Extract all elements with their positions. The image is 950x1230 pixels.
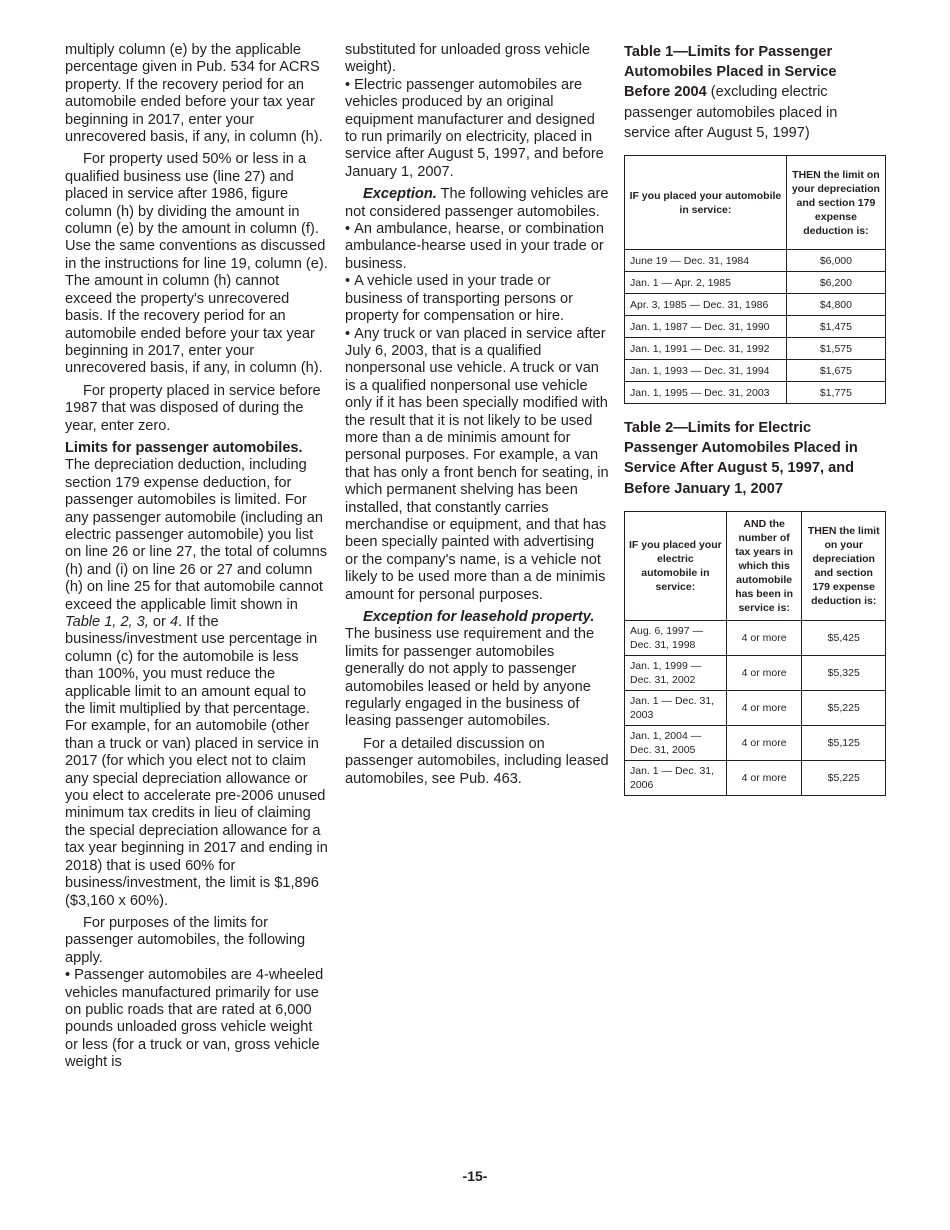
paragraph: For purposes of the limits for passenger automobiles, the following apply.	[65, 914, 306, 966]
period-cell: Jan. 1, 1991 — Dec. 31, 1992	[625, 338, 787, 360]
period-cell: Jan. 1 — Dec. 31, 2006	[625, 760, 727, 795]
period-cell: Jan. 1, 1987 — Dec. 31, 1990	[625, 316, 787, 338]
table-row	[625, 760, 886, 795]
bullet-item: • An ambulance, hearse, or combination ambulance-hearse used in your trade or business.	[345, 221, 609, 273]
page-number: -15-	[462, 1168, 488, 1184]
table-row	[625, 294, 886, 316]
table-row	[625, 316, 886, 338]
text-run: or	[148, 614, 170, 630]
period-cell: Jan. 1, 2004 — Dec. 31, 2005	[625, 725, 727, 760]
table-row	[625, 360, 886, 382]
table1-title: Table 1—Limits for Passenger Automobiles Placed in Service Before 2004	[624, 44, 837, 101]
bullet-item: • A vehicle used in your trade or business of transporting persons or property for compensation or hire.	[345, 273, 609, 325]
leasehold-paragraph	[345, 609, 609, 731]
paragraph: For a detailed discussion on passenger automobiles, including leased automobiles, see Pub. 463.	[345, 735, 609, 787]
table2	[624, 511, 886, 796]
paragraph: For property used 50% or less in a qualified business use (line 27) and placed in service after 1986, figure column (h) by dividing the amount in column (e) by the amount in column (f). Use the same conventions as discussed in the instructions for line 19, column (e). The amount in column (h) cannot exceed the property's unrecovered basis. If the recovery period for an automobile ended before your tax year beginning in 2017, enter your unrecovered basis, if any, in column (h).	[65, 151, 328, 377]
table-row	[625, 620, 886, 655]
limit-cell: $5,125	[802, 725, 886, 760]
limit-cell: $5,225	[802, 690, 886, 725]
paragraph: substituted for unloaded gross vehicle weight).	[345, 42, 591, 76]
column-header: THEN the limit on your depreciation and section 179 expense deduction is:	[802, 511, 886, 620]
limit-cell: $1,675	[786, 360, 885, 382]
text-run: The business use requirement and the limits for passenger automobiles generally do not apply to passenger automobiles leased or held by anyone regularly engaged in the business of leasing passenger automobiles.	[345, 626, 595, 730]
limit-cell: $5,425	[802, 620, 886, 655]
text-run: The following vehicles are not considered passenger automobiles.	[345, 186, 609, 220]
table-row	[625, 338, 886, 360]
limit-cell: $4,800	[786, 294, 885, 316]
years-cell: 4 or more	[726, 655, 802, 690]
leasehold-heading: Exception for leasehold property.	[363, 609, 595, 625]
table-row	[625, 725, 886, 760]
limit-cell: $1,475	[786, 316, 885, 338]
tables-column	[624, 42, 886, 796]
limit-cell: $1,775	[786, 382, 885, 404]
limits-paragraph	[65, 440, 329, 910]
period-cell: Jan. 1, 1999 — Dec. 31, 2002	[625, 655, 727, 690]
period-cell: Aug. 6, 1997 — Dec. 31, 1998	[625, 620, 727, 655]
table-header-row	[625, 511, 886, 620]
table-row	[625, 655, 886, 690]
text-column-2	[345, 42, 609, 793]
years-cell: 4 or more	[726, 760, 802, 795]
column-header: IF you placed your electric automobile in service:	[625, 511, 727, 620]
limit-cell: $6,000	[786, 250, 885, 272]
table2-caption	[624, 418, 886, 499]
bullet-item: • Passenger automobiles are 4-wheeled vehicles manufactured primarily for use on public roads that are rated at 6,000 pounds unloaded gross vehicle weight or less (for a truck or van, gross vehicle weight is	[65, 967, 329, 1071]
table1-caption	[624, 42, 886, 143]
limits-heading: Limits for passenger automobiles.	[65, 439, 303, 456]
table-row	[625, 382, 886, 404]
exception-heading: Exception.	[363, 186, 437, 203]
years-cell: 4 or more	[726, 620, 802, 655]
years-cell: 4 or more	[726, 690, 802, 725]
period-cell: Jan. 1 — Dec. 31, 2003	[625, 690, 727, 725]
limit-cell: $5,325	[802, 655, 886, 690]
table1-subtitle: (excluding electric passenger automobiles placed in service after August 5, 1997)	[624, 84, 838, 141]
table2-title: Table 2—Limits for Electric Passenger Automobiles Placed in Service After August 5, 1997, and Before January 1, 2007	[624, 420, 858, 497]
period-cell: Apr. 3, 1985 — Dec. 31, 1986	[625, 294, 787, 316]
table-reference: Table 1, 2, 3,	[65, 614, 149, 630]
paragraph: For property placed in service before 1987 that was disposed of during the year, enter zero.	[65, 382, 321, 434]
table-row	[625, 250, 886, 272]
text-column-1	[65, 42, 329, 1077]
bullet-item: • Electric passenger automobiles are vehicles produced by an original equipment manufacturer and designed to run primarily on electricity, placed in service after August 5, 1997, and before January 1, 2007.	[345, 77, 609, 181]
text-run: The depreciation deduction, including section 179 expense deduction, for passenger automobiles is limited. For any passenger automobile (including an electric passenger automobile) you list on line 26 or line 27, the total of columns (h) and (i) on line 26 or 27 and column (h) on line 25 for that automobile cannot exceed the applicable limit shown in	[65, 457, 328, 613]
limit-cell: $1,575	[786, 338, 885, 360]
table1	[624, 155, 886, 404]
column-header: AND the number of tax years in which this automobile has been in service is:	[726, 511, 802, 620]
period-cell: June 19 — Dec. 31, 1984	[625, 250, 787, 272]
paragraph: multiply column (e) by the applicable percentage given in Pub. 534 for ACRS property. If the recovery period for an automobile ended before your tax year beginning in 2017, enter your unrecovered basis, if any, in column (h).	[65, 42, 323, 146]
period-cell: Jan. 1, 1993 — Dec. 31, 1994	[625, 360, 787, 382]
table-row	[625, 690, 886, 725]
column-header: IF you placed your automobile in service:	[625, 156, 787, 250]
table-header-row	[625, 156, 886, 250]
limit-cell: $6,200	[786, 272, 885, 294]
table-reference: 4	[169, 614, 179, 630]
years-cell: 4 or more	[726, 725, 802, 760]
exception-paragraph	[345, 186, 609, 221]
limit-cell: $5,225	[802, 760, 886, 795]
bullet-item: • Any truck or van placed in service after July 6, 2003, that is a qualified nonpersonal use vehicle. A truck or van is a qualified nonpersonal use vehicle only if it has been specially modified with the result that it is not likely to be used more than a de minimis amount for personal purposes. For example, a van that has only a front bench for seating, in which permanent shelving has been installed, that constantly carries merchandise or equipment, and that has been specially painted with advertising or the company's name, is a vehicle not likely to be used more than a de minimis amount for personal purposes.	[345, 326, 609, 605]
column-header: THEN the limit on your depreciation and section 179 expense deduction is:	[786, 156, 885, 250]
period-cell: Jan. 1 — Apr. 2, 1985	[625, 272, 787, 294]
text-run: . If the business/investment use percentage in column (c) for the automobile is less than 100%, you must reduce the applicable limit to an amount equal to the limit multiplied by that percentage. For example, for an automobile (other than a truck or van) placed in service in 2017 (for which you elect not to claim any special depreciation allowance or you elect to accelerate pre-2006 unused minimum tax credits in lieu of claiming the special depreciation allowance for a tax year beginning in 2017 and ending in 2018) that is used 60% for business/investment, the limit is $1,896 ($3,160 x 60%).	[65, 614, 328, 909]
period-cell: Jan. 1, 1995 — Dec. 31, 2003	[625, 382, 787, 404]
table-row	[625, 272, 886, 294]
